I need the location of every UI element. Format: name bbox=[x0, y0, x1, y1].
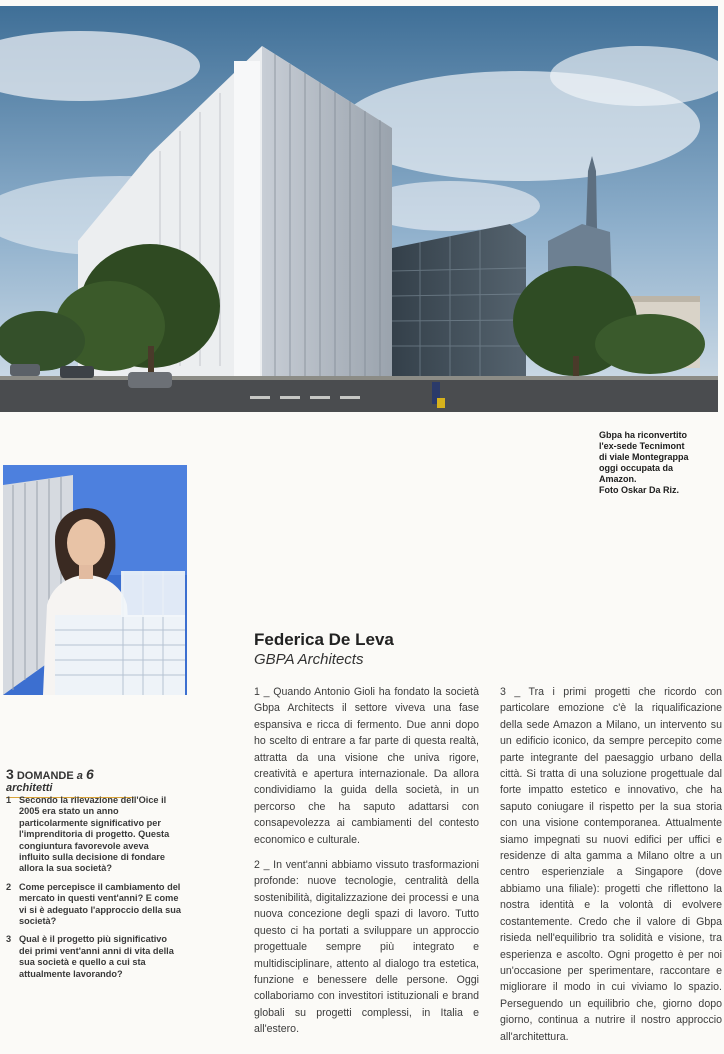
caption-line: oggi occupata da bbox=[599, 463, 674, 473]
caption-line: Foto Oskar Da Riz. bbox=[599, 485, 680, 495]
question-text: Qual è il progetto più significativo dei primi vent'anni anni di vita della sua società e quello a cui sta attualmente lavorando? bbox=[19, 934, 174, 979]
question-number: 3 bbox=[6, 934, 12, 945]
answer-paragraph: 3 _ Tra i primi progetti che ricordo con particolare emozione c'è la riqualificazione della sede Amazon a Milano, un intervento su un edificio iconico, da sempre percepito come parte integrante del paesaggio urbano della città. Si tratta di una soluzione progettuale dal forte impatto estetico e innovativo, che ha saputo coniugare il rispetto per la sua storia con una visione contemporanea. Attualmente siamo impegnati su nuovi edifici per uffici e residenze di alta gamma a Milano oltre a un centro esperienziale a Singapore (dove abbiamo una filiale): progetti che riflettono la nostra identità e la volontà di evolvere costantemente. Credo che il valore di Gbpa risieda nell'equilibrio tra solidità e visione, tra esperienza e ascolto. Ogni progetto è per noi un'occasione per sperimentare, raccontare e migliorare il modo in cui viviamo lo spazio. Perseguendo un equilibrio che, giorno dopo giorno, continua a nutrire il nostro approccio all'architettura. bbox=[500, 686, 722, 1043]
question-text: Come percepisce il cambiamento del mercato in questi vent'anni? E come vi si è adeguato l'approccio della sua società? bbox=[19, 881, 181, 927]
photo-caption bbox=[599, 430, 721, 496]
answer-paragraph: 2 _ In vent'anni abbiamo vissuto trasformazioni profonde: nuove tecnologie, centralità della sostenibilità, digitalizzazione dei processi e una nuova concezione degli spazi di lavoro. Tutto questo ci ha portati a sviluppare un approccio progettuale sempre più integrato e multidisciplinare, attento al dialogo tra estetica, funzione e benessere delle persone. Oggi collaboriamo con investitori istituzionali e brand globali su progetti complessi, in Italia e all'estero. bbox=[254, 859, 479, 1036]
heading-tail: architetti bbox=[6, 782, 53, 794]
caption-line: l'ex-sede Tecnimont bbox=[599, 441, 685, 451]
caption-line: Amazon. bbox=[599, 474, 637, 484]
heading-count: 3 bbox=[6, 766, 14, 782]
heading-text: DOMANDE bbox=[16, 770, 74, 782]
questions-heading bbox=[6, 766, 134, 798]
question-item bbox=[6, 934, 181, 980]
article-column-right bbox=[500, 684, 722, 1054]
question-item bbox=[6, 882, 181, 928]
author-portrait bbox=[3, 465, 187, 695]
question-number: 1 bbox=[6, 795, 12, 805]
questions-list bbox=[6, 795, 181, 987]
question-number: 2 bbox=[6, 881, 12, 892]
heading-count2: 6 bbox=[85, 766, 94, 782]
caption-line: di viale Montegrappa bbox=[599, 452, 689, 462]
heading-a: a bbox=[76, 770, 83, 782]
author-firm: GBPA Architects bbox=[254, 651, 364, 668]
building-photo bbox=[0, 6, 718, 412]
question-item bbox=[6, 795, 181, 875]
caption-line: Gbpa ha riconvertito bbox=[599, 430, 688, 440]
question-text: Secondo la rilevazione dell'Oice il 2005 era stato un anno particolarmente significativo per l'imprenditoria di progetto. Questa congiuntura favorevole aveva influito sulla decisione di fondare allora la sua società? bbox=[19, 795, 170, 874]
article-column-left bbox=[254, 684, 479, 1047]
author-name: Federica De Leva bbox=[254, 630, 394, 649]
answer-paragraph: 1 _ Quando Antonio Gioli ha fondato la società Gbpa Architects il settore viveva una fase espansiva e ricca di fermento. Due anni dopo ho scelto di entrare a far parte di questa realtà, attratta da una visione che univa rigore, creatività e apertura internazionale. Da allora condividiamo la guida della società, in un percorso che ha saputo adattarsi con consapevolezza ai cambiamenti del contesto economico e culturale. bbox=[254, 686, 479, 846]
